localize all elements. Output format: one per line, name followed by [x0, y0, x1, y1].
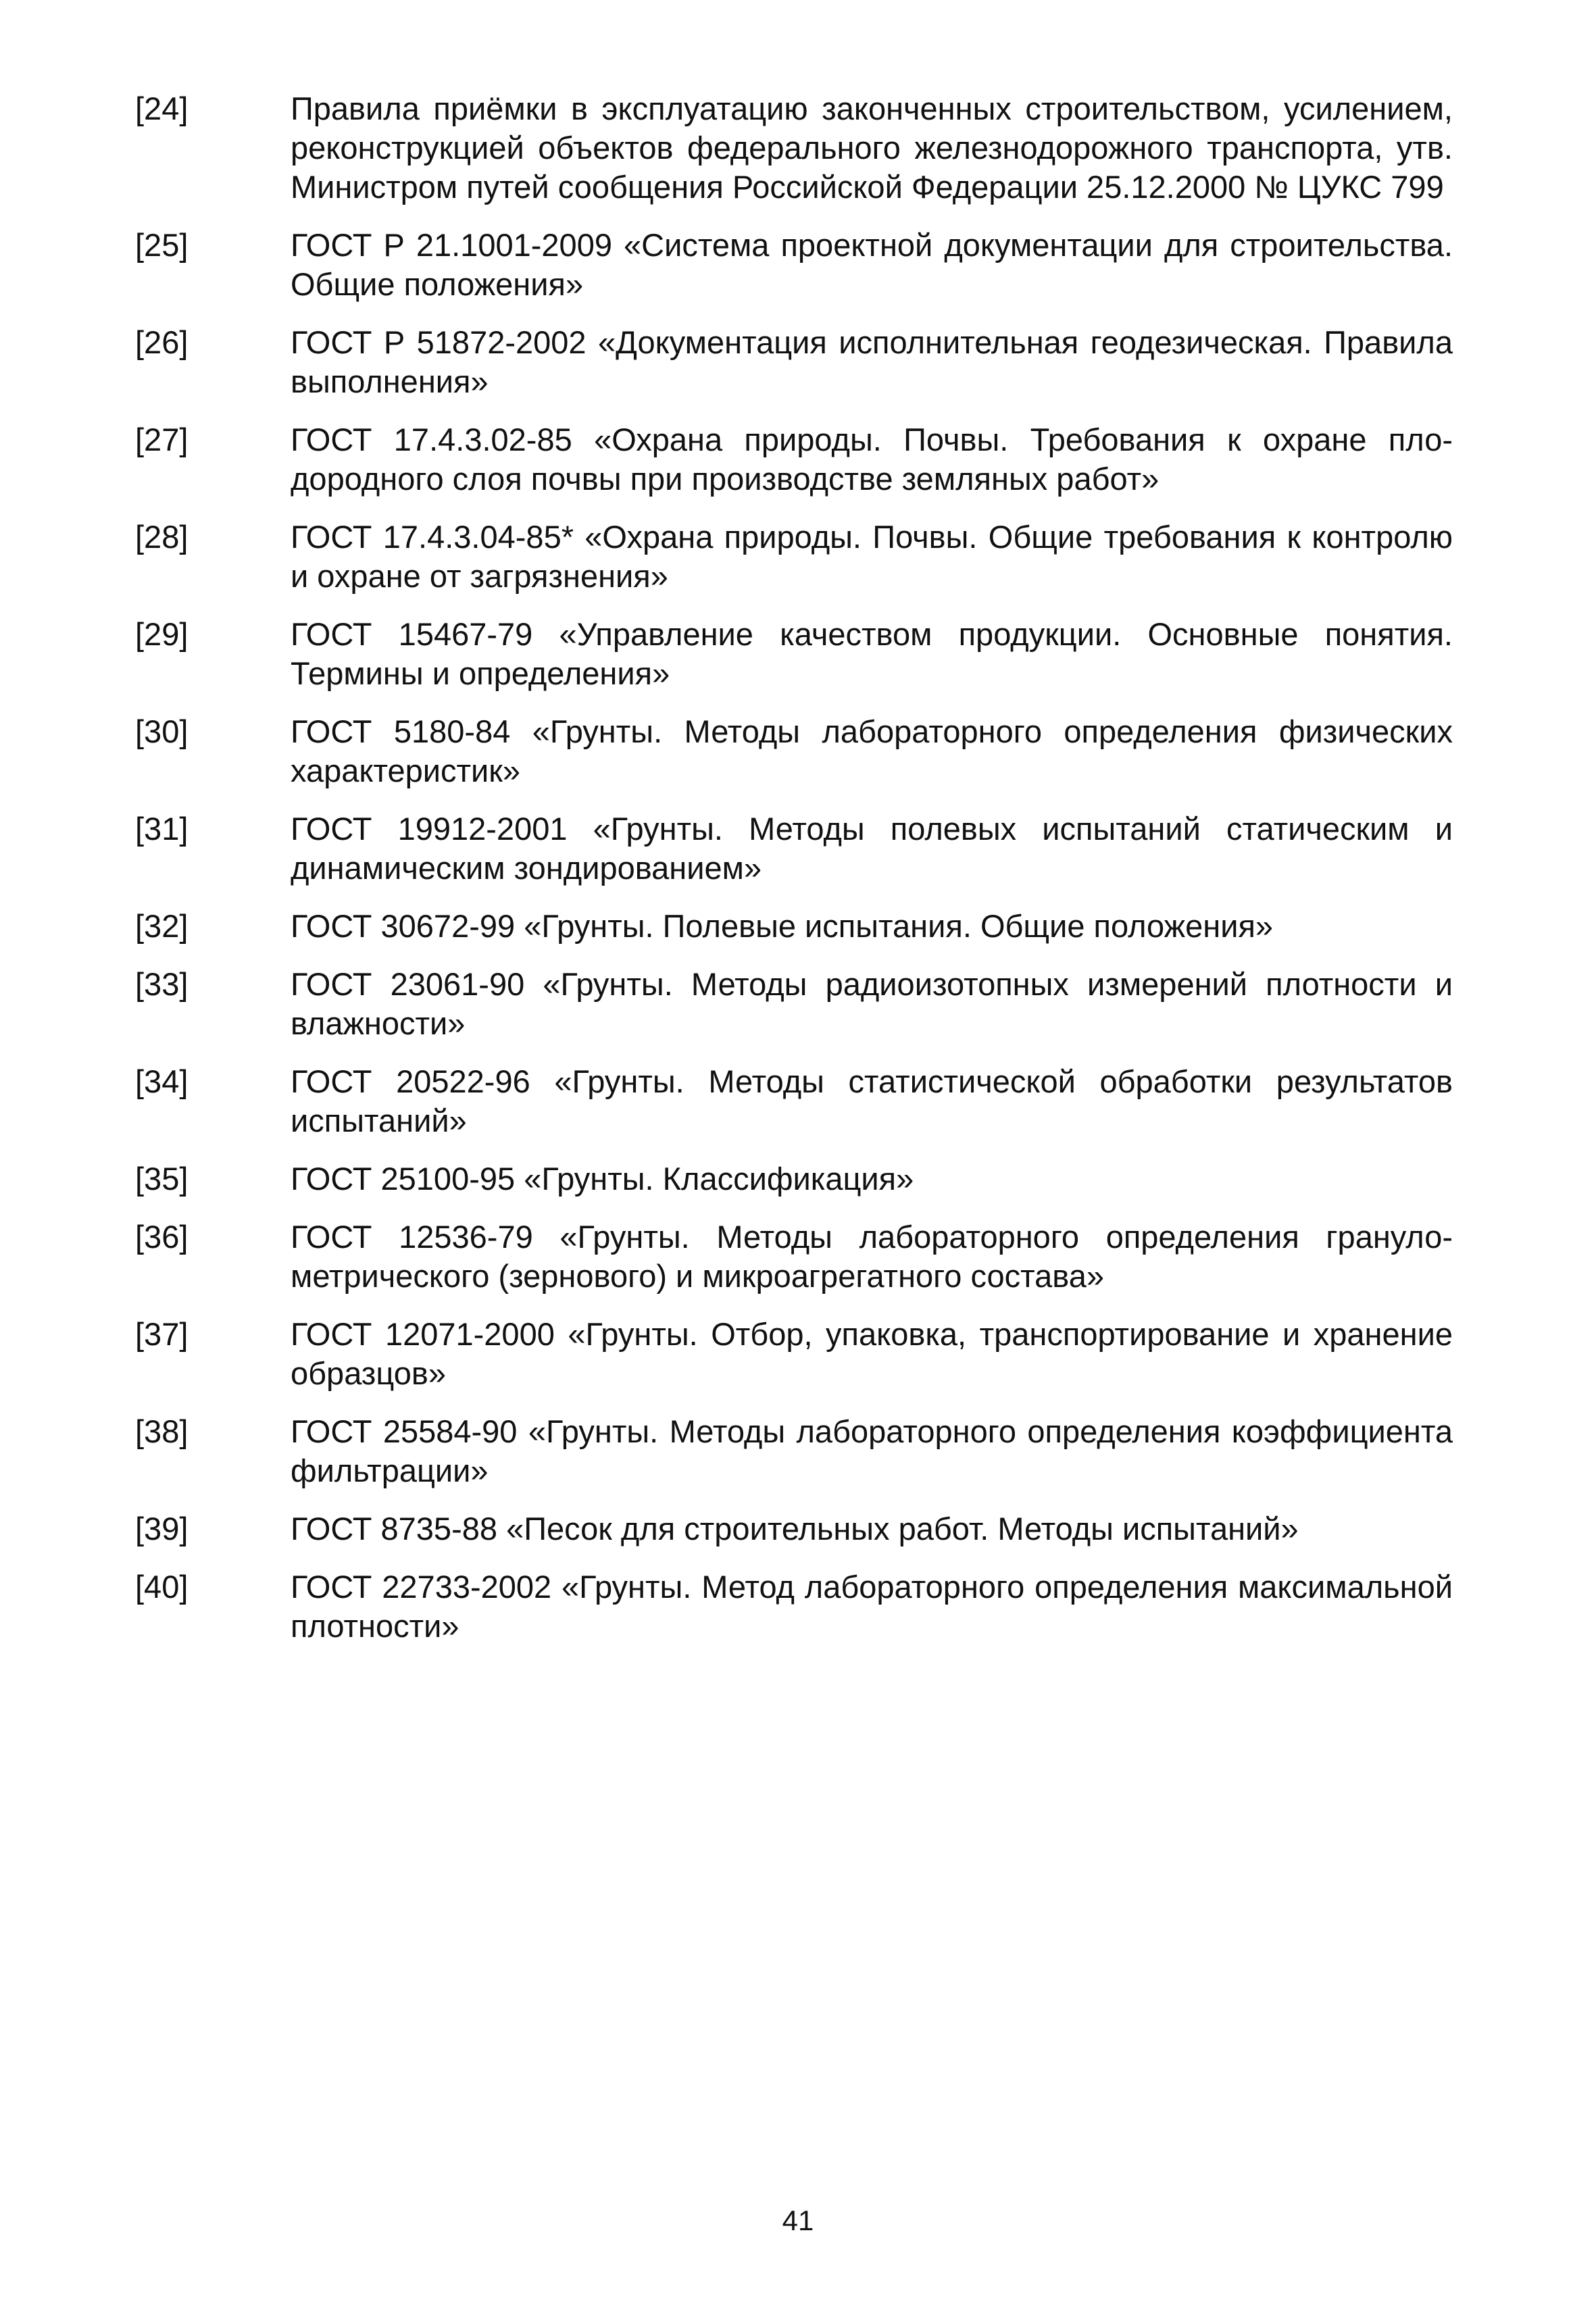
reference-number: [27] — [135, 422, 189, 457]
reference-number: [39] — [135, 1511, 189, 1546]
reference-text: ГОСТ 15467-79 «Управление качеством продукции. Основные понятия. Термины и определения» — [291, 616, 1453, 691]
reference-text: ГОСТ 5180-84 «Грунты. Методы лабораторного определения физических характеристик» — [291, 713, 1453, 788]
reference-item-29 — [135, 615, 1453, 693]
reference-number: [24] — [135, 91, 189, 126]
reference-number: [37] — [135, 1316, 189, 1352]
reference-text: ГОСТ 12536-79 «Грунты. Методы лабораторного определения гранулометрического (зернового) и микроагрегатного состава» — [291, 1219, 1453, 1294]
reference-text: ГОСТ 17.4.3.02-85 «Охрана природы. Почвы. Требования к охране плодородного слоя почвы при производстве земляных работ» — [291, 422, 1453, 497]
reference-item-40 — [135, 1567, 1453, 1646]
reference-text: ГОСТ 30672-99 «Грунты. Полевые испытания. Общие положения» — [291, 908, 1274, 944]
reference-number: [35] — [135, 1161, 189, 1197]
reference-item-33 — [135, 965, 1453, 1043]
reference-number: [25] — [135, 227, 189, 263]
reference-number: [26] — [135, 324, 189, 360]
reference-number: [36] — [135, 1219, 189, 1255]
reference-number: [34] — [135, 1063, 189, 1099]
reference-number: [29] — [135, 616, 189, 652]
reference-item-35 — [135, 1159, 1453, 1199]
reference-text: ГОСТ 19912-2001 «Грунты. Методы полевых испытаний статическим и динамическим зондированием» — [291, 811, 1453, 886]
reference-item-28 — [135, 518, 1453, 596]
reference-text: ГОСТ 25100-95 «Грунты. Классификация» — [291, 1161, 914, 1197]
reference-item-25 — [135, 226, 1453, 304]
reference-text: ГОСТ Р 21.1001-2009 «Система проектной документации для строительства. Общие положения» — [291, 227, 1453, 302]
reference-text: ГОСТ 22733-2002 «Грунты. Метод лабораторного определения максимальной плотности» — [291, 1569, 1453, 1644]
reference-list — [135, 89, 1453, 1665]
reference-number: [31] — [135, 811, 189, 847]
reference-text: ГОСТ 20522-96 «Грунты. Методы статистической обработки результатов испытаний» — [291, 1063, 1453, 1138]
reference-item-36 — [135, 1217, 1453, 1296]
reference-item-24 — [135, 89, 1453, 207]
reference-item-30 — [135, 712, 1453, 790]
reference-text: Правила приёмки в эксплуатацию законченных строительством, усилением, реконструкцией объектов федерального железнодорожного транспорта, утв. Министром путей сообщения Российской Федерации 25.12.2000 № ЦУКС 799 — [291, 91, 1453, 205]
reference-item-37 — [135, 1315, 1453, 1393]
page-number: 41 — [782, 2205, 814, 2236]
reference-item-32 — [135, 907, 1453, 946]
reference-text: ГОСТ 17.4.3.04-85* «Охрана природы. Почвы. Общие требования к контролю и охране от загрязнения» — [291, 519, 1453, 594]
reference-text: ГОСТ 25584-90 «Грунты. Методы лабораторного определения коэффициента фильтрации» — [291, 1413, 1453, 1488]
reference-number: [40] — [135, 1569, 189, 1605]
reference-item-39 — [135, 1509, 1453, 1549]
reference-text: ГОСТ 8735-88 «Песок для строительных работ. Методы испытаний» — [291, 1511, 1299, 1546]
reference-text: ГОСТ 23061-90 «Грунты. Методы радиоизотопных измерений плотности и влажности» — [291, 966, 1453, 1041]
reference-text: ГОСТ Р 51872-2002 «Документация исполнительная геодезическая. Правила выполнения» — [291, 324, 1453, 399]
reference-item-27 — [135, 420, 1453, 499]
reference-text: ГОСТ 12071-2000 «Грунты. Отбор, упаковка, транспортирование и хранение образцов» — [291, 1316, 1453, 1391]
reference-number: [38] — [135, 1413, 189, 1449]
reference-number: [30] — [135, 713, 189, 749]
reference-number: [28] — [135, 519, 189, 555]
reference-number: [33] — [135, 966, 189, 1002]
reference-item-34 — [135, 1062, 1453, 1140]
reference-number: [32] — [135, 908, 189, 944]
reference-item-31 — [135, 809, 1453, 888]
reference-item-26 — [135, 323, 1453, 401]
reference-item-38 — [135, 1412, 1453, 1490]
